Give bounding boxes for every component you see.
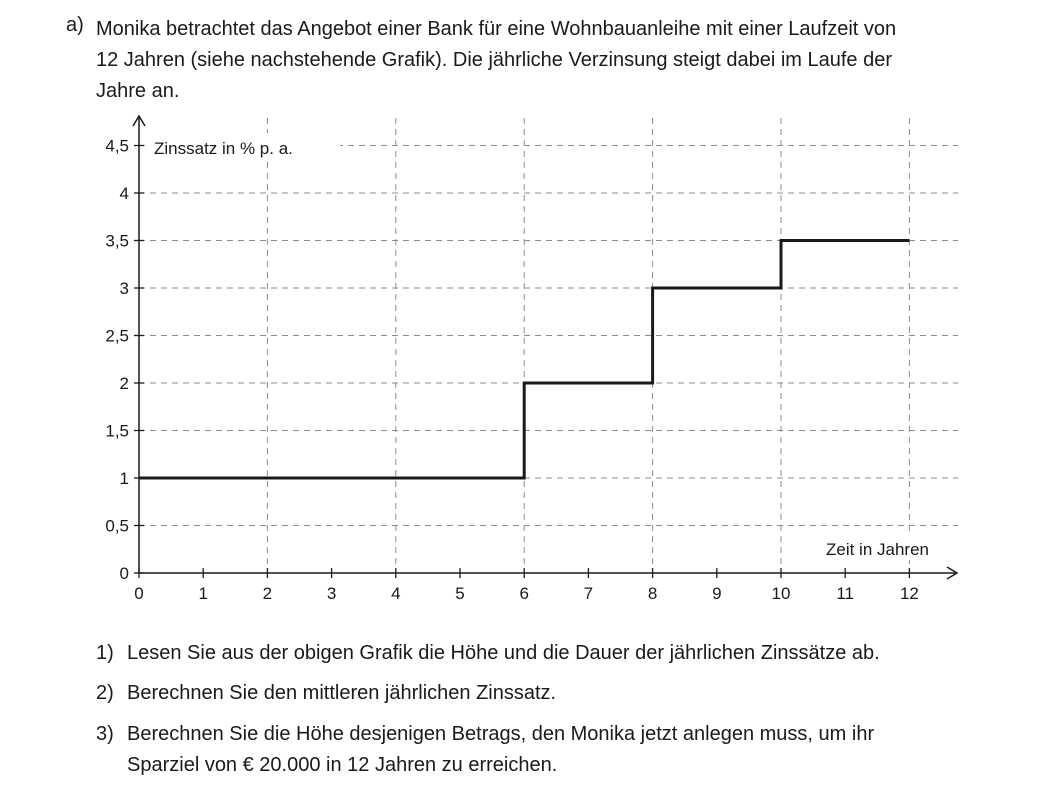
intro-line: Jahre an. (96, 80, 180, 102)
y-tick-label: 0,5 (105, 516, 129, 536)
subtask-number: 3) (96, 723, 114, 745)
intro-line: Monika betrachtet das Angebot einer Bank für eine Wohnbauanleihe mit einer Laufzeit von (96, 18, 897, 40)
x-tick-label: 10 (771, 584, 791, 603)
grid (139, 118, 958, 573)
y-tick-label: 2,5 (105, 326, 129, 346)
x-tick-label: 9 (712, 584, 722, 603)
x-tick-label: 8 (647, 584, 658, 603)
x-tick-label: 6 (519, 584, 529, 603)
x-tick-label: 3 (326, 584, 337, 603)
y-tick-label: 3,5 (105, 231, 129, 251)
y-axis-label: Zinssatz in % p. a. (154, 139, 293, 158)
subtask-line: Berechnen Sie den mittleren jährlichen Zinssatz. (127, 682, 557, 704)
subtask-number: 1) (96, 642, 114, 664)
y-tick-label: 4 (119, 184, 129, 203)
x-tick-label: 4 (391, 584, 401, 603)
x-tick-label: 11 (836, 584, 855, 603)
subtask-line: Lesen Sie aus der obigen Grafik die Höhe und die Dauer der jährlichen Zinssätze ab. (127, 642, 880, 664)
ticks (105, 137, 919, 604)
x-tick-label: 1 (198, 584, 208, 603)
task-label: a) (66, 14, 84, 36)
y-tick-label: 4,5 (105, 136, 129, 156)
x-tick-label: 5 (455, 584, 465, 603)
y-tick-label: 1,5 (105, 421, 129, 441)
axes (133, 116, 957, 579)
x-tick-label: 7 (583, 584, 594, 603)
x-tick-label: 0 (134, 584, 144, 603)
subtask-number: 2) (96, 682, 114, 704)
x-tick-label: 12 (899, 584, 919, 603)
y-tick-label: 0 (119, 564, 129, 583)
x-axis-label: Zeit in Jahren (826, 540, 929, 559)
intro-line: 12 Jahren (siehe nachstehende Grafik). Die jährliche Verzinsung steigt dabei im Laufe der (96, 49, 893, 71)
y-tick-label: 1 (119, 469, 129, 488)
y-tick-label: 3 (119, 279, 129, 298)
y-tick-label: 2 (119, 374, 129, 393)
subtask-line: Sparziel von € 20.000 in 12 Jahren zu erreichen. (127, 754, 558, 776)
x-tick-label: 2 (262, 584, 273, 603)
subtask-line: Berechnen Sie die Höhe desjenigen Betrags, den Monika jetzt anlegen muss, um ihr (127, 723, 875, 745)
